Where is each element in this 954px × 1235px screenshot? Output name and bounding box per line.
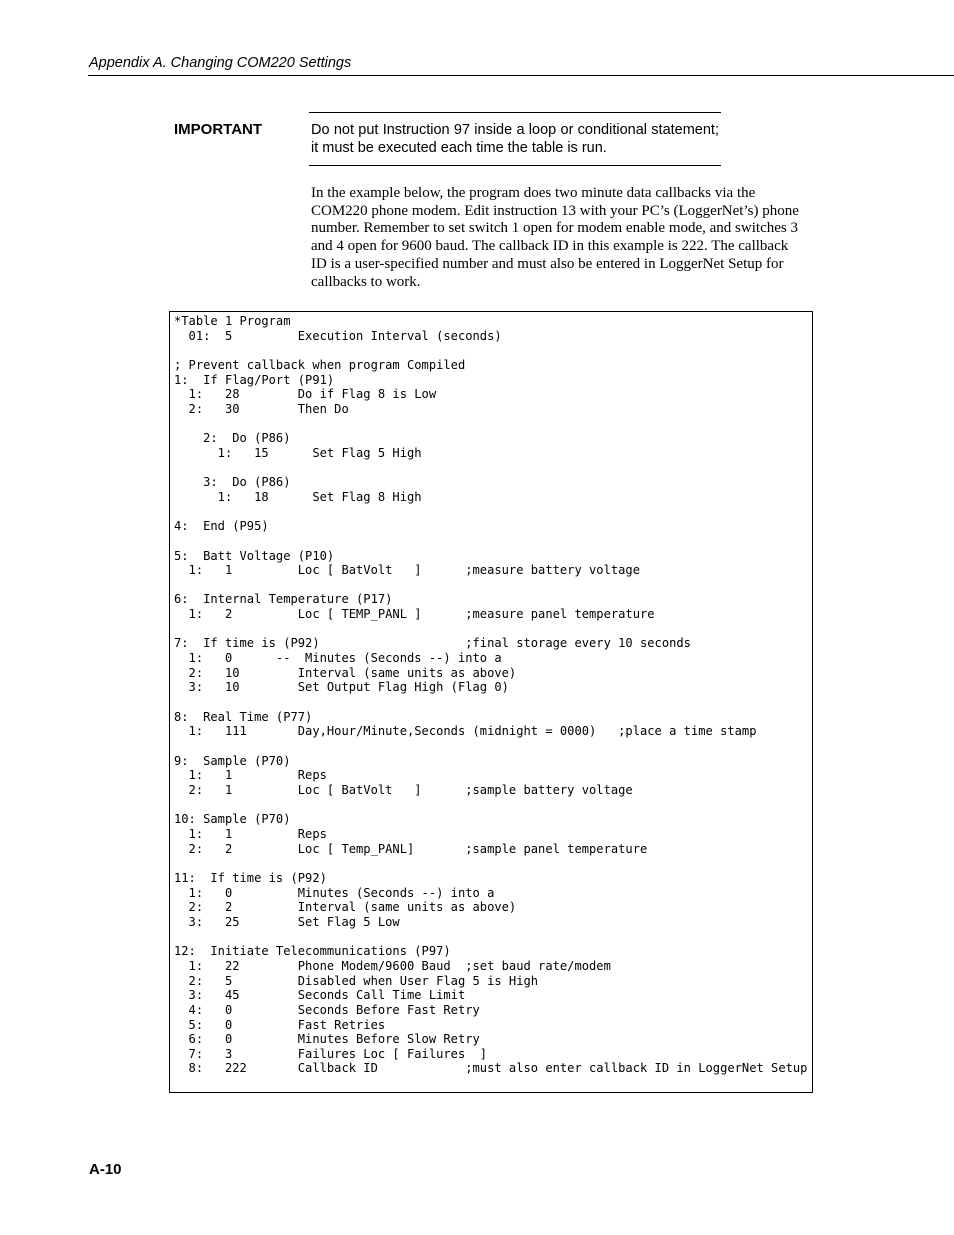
program-line: 2: 1 Loc [ BatVolt ] ;sample battery voltage xyxy=(174,783,633,797)
program-listing-box xyxy=(169,311,813,1093)
program-line: 1: 0 -- Minutes (Seconds --) into a xyxy=(174,651,502,666)
program-line: 6: Internal Temperature (P17) xyxy=(174,592,393,607)
program-line: 1: 1 Reps xyxy=(174,768,327,783)
program-line: 2: 30 Then Do xyxy=(174,401,349,416)
program-line: 12: Initiate Telecommunications (P97) xyxy=(174,944,451,959)
program-line: 3: 45 Seconds Call Time Limit xyxy=(174,988,466,1003)
program-line: 1: 18 Set Flag 8 High xyxy=(174,489,422,504)
program-line: 1: 1 Reps xyxy=(174,826,327,841)
program-line: 2: 2 Loc [ Temp_PANL] ;sample panel temperature xyxy=(174,841,648,856)
important-label: IMPORTANT xyxy=(174,121,263,138)
program-line: ; Prevent callback when program Compiled xyxy=(174,357,466,372)
program-line: 1: 28 Do if Flag 8 is Low xyxy=(174,387,437,402)
program-line: 1: 0 Minutes (Seconds --) into a xyxy=(174,885,495,900)
program-listing xyxy=(174,314,807,1076)
program-line: 11: If time is (P92) xyxy=(174,870,327,885)
program-line: 1: If Flag/Port (P91) xyxy=(174,372,335,387)
program-line: 3: Do (P86) xyxy=(174,475,291,490)
program-line: 3: 10 Set Output Flag High (Flag 0) xyxy=(174,680,509,695)
program-line: 2: 5 Disabled when User Flag 5 is High xyxy=(174,973,539,988)
program-line: *Table 1 Program xyxy=(174,314,291,328)
program-line: 2: Do (P86) xyxy=(174,431,291,446)
program-line: 1: 2 Loc [ TEMP_PANL ] ;measure panel temperature xyxy=(174,607,655,622)
program-line: 9: Sample (P70) xyxy=(174,753,291,768)
program-line: 5: 0 Fast Retries xyxy=(174,1017,386,1032)
program-line: 8: 222 Callback ID ;must also enter callback ID in LoggerNet Setup xyxy=(174,1061,808,1076)
program-line: 01: 5 Execution Interval (seconds) xyxy=(174,328,502,343)
intro-paragraph: In the example below, the program does two minute data callbacks via the COM220 phone modem. Edit instruction 13 with your PC’s (LoggerNet’s) phone number. Remember to set switch 1 open for modem enable mode, and switches 3 and 4 open for 9600 baud. The callback ID in this example is 222. The callback ID is a user-specified number and must also be entered in LoggerNet Setup for callbacks to work. xyxy=(311,185,799,290)
program-line: 7: If time is (P92) ;final storage every 10 seconds xyxy=(174,636,691,651)
header-rule xyxy=(88,75,954,76)
program-line: 1: 22 Phone Modem/9600 Baud ;set baud rate/modem xyxy=(174,958,611,973)
program-line: 10: Sample (P70) xyxy=(174,812,291,827)
program-line: 3: 25 Set Flag 5 Low xyxy=(174,914,400,929)
program-line: 5: Batt Voltage (P10) xyxy=(174,548,335,563)
program-line: 1: 1 Loc [ BatVolt ] ;measure battery voltage xyxy=(174,563,640,578)
program-line: 7: 3 Failures Loc [ Failures ] xyxy=(174,1046,488,1061)
page-header-title: Appendix A. Changing COM220 Settings xyxy=(89,55,352,71)
program-line: 6: 0 Minutes Before Slow Retry xyxy=(174,1032,480,1047)
page-number: A-10 xyxy=(89,1161,122,1178)
program-line: 4: End (P95) xyxy=(174,519,269,534)
program-line: 1: 111 Day,Hour/Minute,Seconds (midnight = 0000) ;place a time stamp xyxy=(174,724,757,739)
program-line: 2: 2 Interval (same units as above) xyxy=(174,900,517,915)
program-line: 1: 15 Set Flag 5 High xyxy=(174,445,422,460)
program-line: 4: 0 Seconds Before Fast Retry xyxy=(174,1002,480,1017)
important-note-box xyxy=(309,112,721,166)
program-line: 8: Real Time (P77) xyxy=(174,709,313,724)
important-note-text: Do not put Instruction 97 inside a loop or conditional statement; it must be executed each time the table is run. xyxy=(311,122,719,156)
program-line: 2: 10 Interval (same units as above) xyxy=(174,665,517,680)
